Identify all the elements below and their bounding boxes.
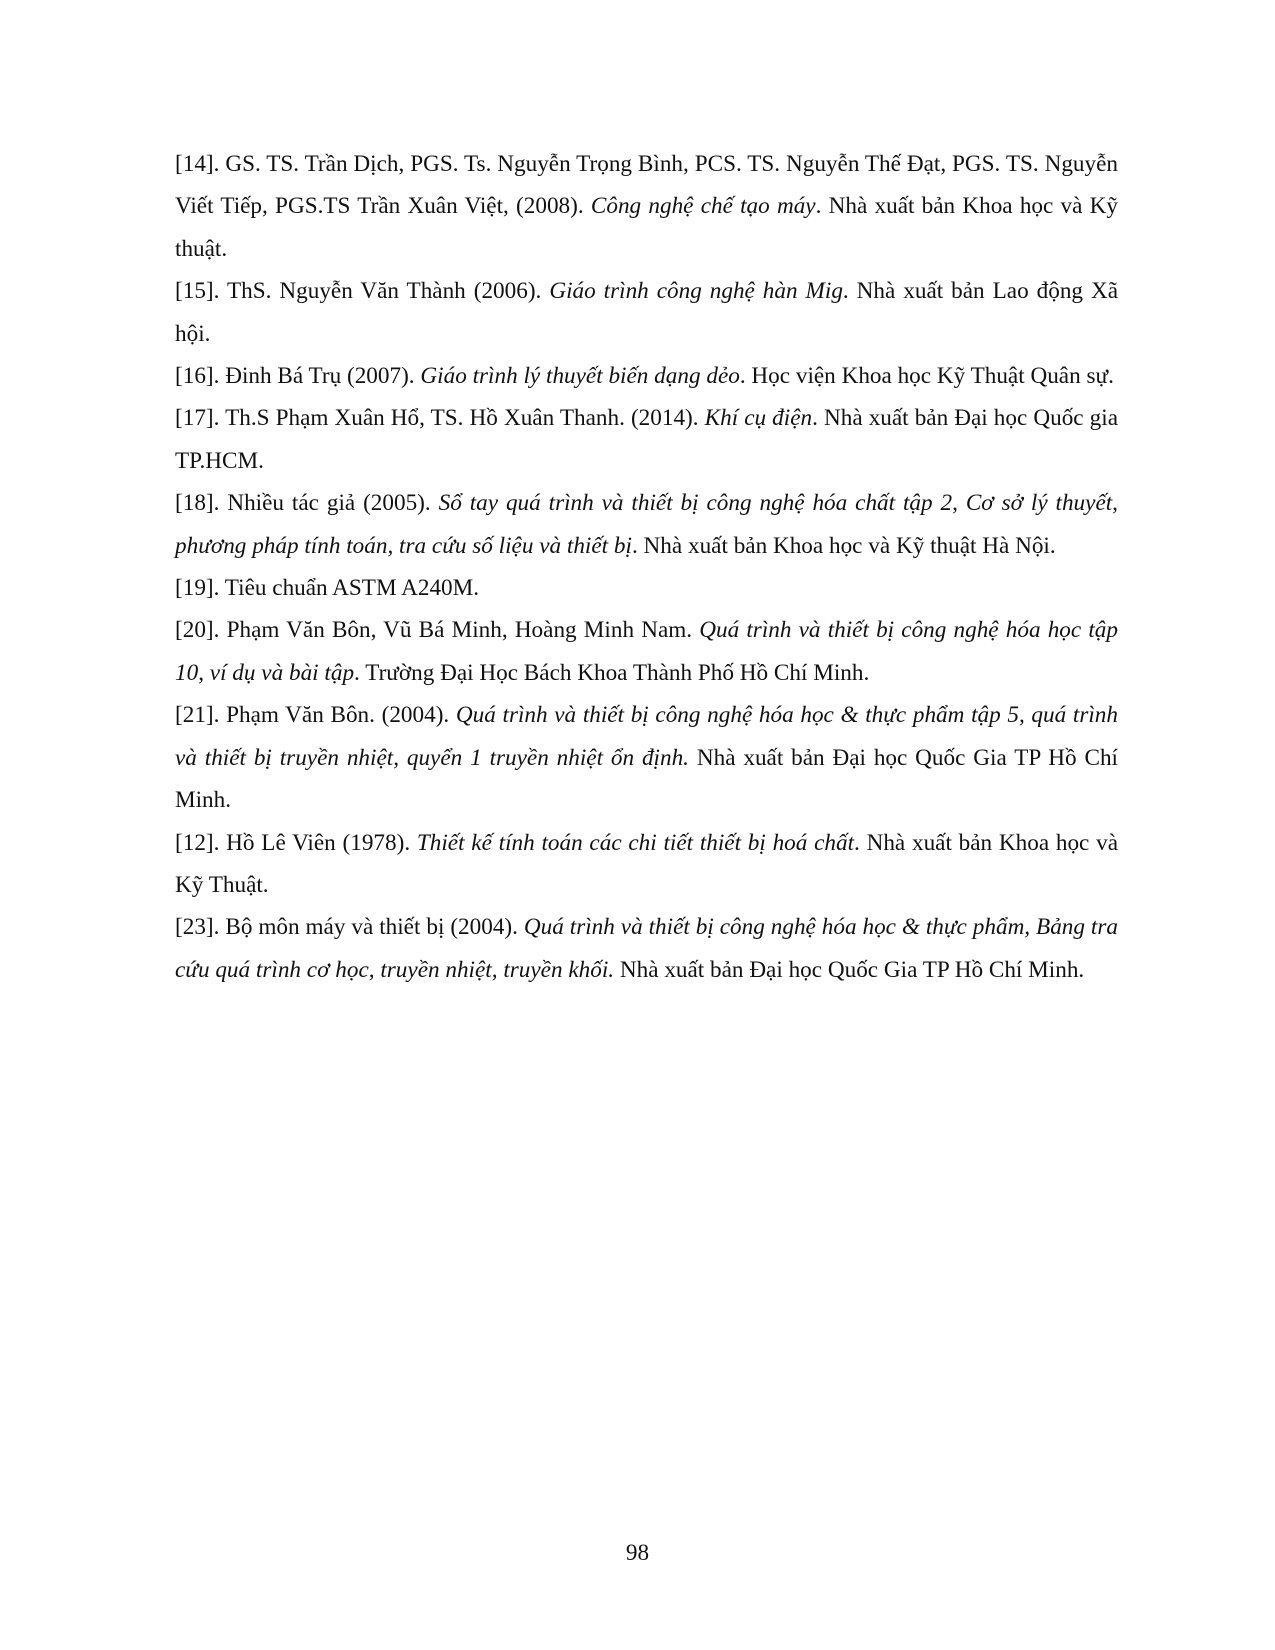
reference-item-20 bbox=[175, 609, 1118, 694]
reference-publisher: . Nhà xuất bản Khoa học và Kỹ thuật Hà Nội. bbox=[631, 532, 1056, 559]
reference-publisher: Nhà xuất bản Đại học Quốc Gia TP Hồ Chí Minh. bbox=[614, 956, 1085, 983]
reference-authors: [23]. Bộ môn máy và thiết bị (2004). bbox=[175, 914, 524, 941]
reference-item-17 bbox=[175, 397, 1118, 482]
reference-publisher: . Nhà xuất bản Khoa học và Kỹ thuật. bbox=[175, 193, 1119, 262]
reference-title: Giáo trình lý thuyết biến dạng dẻo bbox=[420, 363, 740, 390]
reference-authors: [14]. GS. TS. Trần Dịch, PGS. Ts. Nguyễn Trọng Bình, PCS. TS. Nguyễn Thế Đạt, PGS. TS. Nguyễn Viết Tiếp, PGS.TS Trần Xuân Việt, (2008). bbox=[175, 151, 1118, 220]
reference-title: Thiết kế tính toán các chi tiết thiết bị hoá chất bbox=[416, 829, 855, 856]
reference-item-19 bbox=[175, 567, 1118, 609]
reference-title: Quá trình và thiết bị công nghệ hóa học & thực phẩm, Bảng tra cứu quá trình cơ học, truyền nhiệt, truyền khối. bbox=[175, 914, 1118, 983]
reference-authors: [15]. ThS. Nguyễn Văn Thành (2006). bbox=[175, 278, 550, 305]
reference-item-15 bbox=[175, 270, 1118, 355]
reference-item-14 bbox=[175, 143, 1118, 270]
reference-publisher: . Trường Đại Học Bách Khoa Thành Phố Hồ Chí Minh. bbox=[354, 659, 870, 686]
reference-title: Giáo trình công nghệ hàn Mig bbox=[549, 278, 843, 305]
reference-item-18 bbox=[175, 482, 1118, 567]
reference-title: Khí cụ điện bbox=[704, 405, 813, 432]
reference-publisher: . Học viện Khoa học Kỹ Thuật Quân sự. bbox=[739, 363, 1114, 390]
reference-list bbox=[175, 143, 1118, 991]
reference-authors: [21]. Phạm Văn Bôn. (2004). bbox=[175, 702, 456, 729]
reference-publisher: . Nhà xuất bản Lao động Xã hội. bbox=[175, 278, 1119, 347]
reference-item-16 bbox=[175, 355, 1118, 397]
reference-item-23 bbox=[175, 906, 1118, 991]
reference-publisher: Nhà xuất bản Đại học Quốc Gia TP Hồ Chí Minh. bbox=[175, 744, 1118, 814]
reference-publisher: . Nhà xuất bản Khoa học và Kỹ Thuật. bbox=[175, 829, 1118, 898]
page-number: 98 bbox=[625, 1540, 650, 1566]
reference-authors: [18]. Nhiều tác giả (2005). bbox=[175, 490, 439, 517]
reference-title: Quá trình và thiết bị công nghệ hóa học tập 10, ví dụ và bài tập bbox=[175, 617, 1118, 686]
reference-item-12 bbox=[175, 822, 1118, 907]
reference-title: Công nghệ chế tạo máy bbox=[590, 193, 816, 220]
reference-item-21 bbox=[175, 694, 1118, 821]
reference-authors: [20]. Phạm Văn Bôn, Vũ Bá Minh, Hoàng Minh Nam. bbox=[175, 617, 700, 644]
reference-authors: [16]. Đinh Bá Trụ (2007). bbox=[175, 363, 421, 390]
reference-authors: [17]. Th.S Phạm Xuân Hổ, TS. Hồ Xuân Thanh. (2014). bbox=[175, 405, 705, 432]
reference-title: Quá trình và thiết bị công nghệ hóa học & thực phẩm tập 5, quá trình và thiết bị truyền nhiệt, quyển 1 truyền nhiệt ổn định. bbox=[175, 702, 1118, 771]
reference-authors: [12]. Hồ Lê Viên (1978). bbox=[175, 829, 417, 856]
reference-publisher: . Nhà xuất bản Đại học Quốc gia TP.HCM. bbox=[175, 405, 1118, 474]
reference-title: Sổ tay quá trình và thiết bị công nghệ hóa chất tập 2, Cơ sở lý thuyết, phương pháp tính toán, tra cứu số liệu và thiết bị bbox=[175, 490, 1118, 559]
reference-authors: [19]. Tiêu chuẩn ASTM A240M. bbox=[175, 575, 480, 602]
